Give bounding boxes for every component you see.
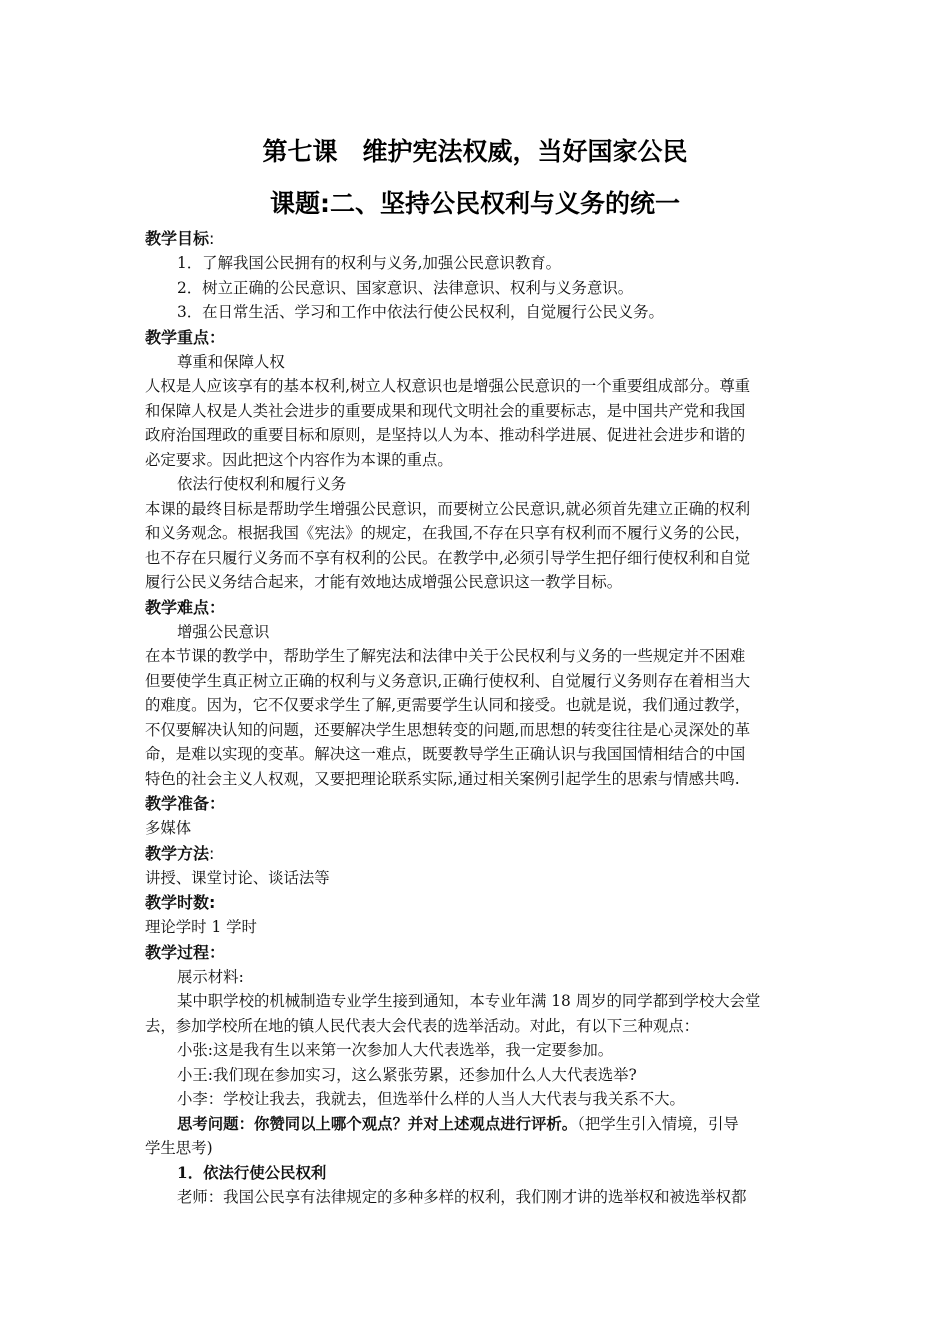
goal-item: 2．树立正确的公民意识、国家意识、法律意识、权利与义务意识。 <box>177 278 634 297</box>
goals-heading-colon: : <box>209 229 215 248</box>
method-heading <box>145 841 810 866</box>
difficulty-subheading: 增强公民意识 <box>177 622 270 641</box>
hours-text: 理论学时 1 学时 <box>145 918 257 936</box>
show-material-label: 展示材料: <box>177 967 244 986</box>
difficulty-heading: 教学难点： <box>145 597 226 617</box>
teacher-line: 老师：我国公民享有法律规定的多种多样的权利，我们刚才讲的选举权和被选举权都 <box>177 1188 747 1206</box>
focus-subheading: 尊重和保障人权 <box>177 352 285 371</box>
process-heading: 教学过程： <box>145 942 226 962</box>
difficulty-text-line: 特色的社会主义人权观，又要把理论联系实际,通过相关案例引起学生的思索与情感共鸣. <box>145 769 740 788</box>
story-text-line: 某中职学校的机械制造专业学生接到通知，本专业年满 18 周岁的同学都到学校大会堂 <box>177 992 761 1010</box>
document-body <box>145 226 810 1210</box>
story-text-line: 去，参加学校所在地的镇人民代表大会代表的选举活动。对此，有以下三种观点： <box>145 1016 700 1035</box>
opinion-line: 小李：学校让我去，我就去，但选举什么样的人当人大代表与我关系不大。 <box>177 1090 685 1108</box>
question-line <box>145 1112 810 1137</box>
focus-text-line: 也不存在只履行义务而不享有权利的公民。在教学中,必须引导学生把仔细行使权利和自觉 <box>145 548 751 567</box>
method-heading-text: 教学方法 <box>145 843 210 863</box>
question-rest: （把学生引入情境，引导 <box>577 1114 739 1133</box>
method-text: 讲授、课堂讨论、谈话法等 <box>145 868 330 887</box>
focus-heading: 教学重点： <box>145 327 226 347</box>
section-heading: 1．依法行使公民权利 <box>177 1163 327 1182</box>
goal-item: 1．了解我国公民拥有的权利与义务,加强公民意识教育。 <box>177 254 562 272</box>
difficulty-text-line: 在本节课的教学中，帮助学生了解宪法和法律中关于公民权利与义务的一些规定并不困难 <box>145 647 746 665</box>
focus-text-line: 本课的最终目标是帮助学生增强公民意识，而要树立公民意识,就必须首先建立正确的权利 <box>145 499 751 518</box>
focus-subheading: 依法行使权利和履行义务 <box>177 475 347 493</box>
focus-text-line: 履行公民义务结合起来，才能有效地达成增强公民意识这一教学目标。 <box>145 573 623 591</box>
focus-text-line: 必定要求。因此把这个内容作为本课的重点。 <box>145 450 453 469</box>
difficulty-text-line: 不仅要解决认知的问题，还要解决学生思想转变的问题,而思想的转变往往是心灵深处的革 <box>145 720 751 739</box>
page-title: 第七课 维护宪法权威，当好国家公民 <box>262 137 688 166</box>
question-bold: 思考问题：你赞同以上哪个观点？并对上述观点进行评析。 <box>177 1114 578 1133</box>
preparation-text: 多媒体 <box>145 819 192 837</box>
focus-text-line: 政府治国理政的重要目标和原则，是坚持以人为本、推动科学进展、促进社会进步和谐的 <box>145 426 746 444</box>
method-heading-colon: : <box>209 843 215 863</box>
preparation-heading: 教学准备： <box>145 794 226 813</box>
goal-item: 3．在日常生活、学习和工作中依法行使公民权利，自觉履行公民义务。 <box>177 303 664 321</box>
focus-text-line: 和义务观念。根据我国《宪法》的规定，在我国,不存在只享有权利而不履行义务的公民， <box>145 524 751 542</box>
difficulty-text-line: 但要使学生真正树立正确的权利与义务意识,正确行使权利、自觉履行义务则存在着相当大 <box>145 671 751 690</box>
hours-heading: 教学时数: <box>145 893 216 912</box>
question-rest-line: 学生思考) <box>145 1139 213 1157</box>
opinion-line: 小王:我们现在参加实习，这么紧张劳累，还参加什么人大代表选举? <box>177 1065 637 1084</box>
difficulty-text-line: 的难度。因为，它不仅要求学生了解,更需要学生认同和接受。也就是说，我们通过教学， <box>145 696 751 714</box>
opinion-line: 小张:这是我有生以来第一次参加人大代表选举，我一定要参加。 <box>177 1041 614 1059</box>
goals-heading <box>145 226 810 251</box>
focus-text-line: 和保障人权是人类社会进步的重要成果和现代文明社会的重要标志，是中国共产党和我国 <box>145 401 746 420</box>
goals-heading-text: 教学目标 <box>145 229 210 248</box>
difficulty-text-line: 命，是难以实现的变革。解决这一难点，既要教导学生正确认识与我国国情相结合的中国 <box>145 745 746 763</box>
focus-text-line: 人权是人应该享有的基本权利,树立人权意识也是增强公民意识的一个重要组成部分。尊重 <box>145 377 751 395</box>
page-subtitle: 课题:二、坚持公民权利与义务的统一 <box>270 189 680 218</box>
